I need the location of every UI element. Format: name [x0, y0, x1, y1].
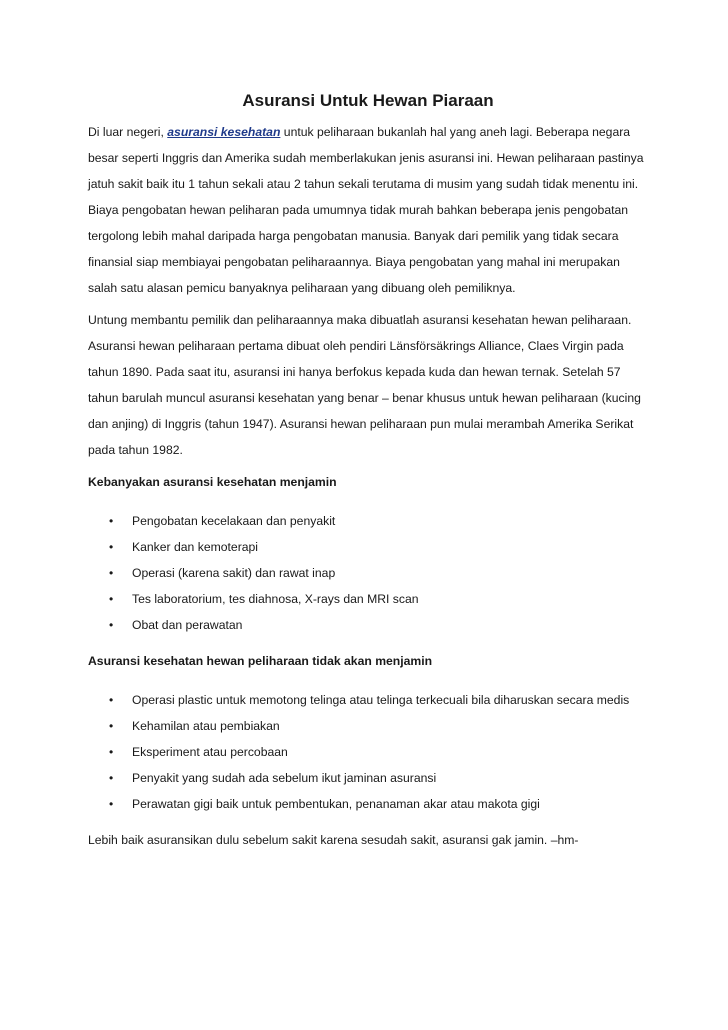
- covered-heading: Kebanyakan asuransi kesehatan menjamin: [88, 475, 337, 489]
- asuransi-kesehatan-link[interactable]: asuransi kesehatan: [167, 125, 281, 139]
- list-item: • Operasi plastic untuk memotong telinga atau telinga terkecuali bila diharuskan secara medis: [88, 687, 648, 713]
- list-item: • Operasi (karena sakit) dan rawat inap: [88, 560, 648, 586]
- bullet-icon: •: [109, 797, 114, 811]
- not-covered-heading: Asuransi kesehatan hewan peliharaan tidak akan menjamin: [88, 654, 433, 668]
- document-page: [88, 88, 648, 853]
- bullet-icon: •: [109, 566, 114, 580]
- document-title: Asuransi Untuk Hewan Piaraan: [242, 91, 494, 110]
- history-paragraph: Untung membantu pemilik dan peliharaannya maka dibuatlah asuransi kesehatan hewan peliharaan. Asuransi hewan peliharaan pertama dibuat oleh pendiri Länsförsäkrings Alliance, Claes Virgin pada tahun 1890. Pada saat itu, asuransi ini hanya berfokus kepada kuda dan hewan ternak. Setelah 57 tahun barulah muncul asuransi kesehatan yang benar – benar khusus untuk hewan peliharaan (kucing dan anjing) di Inggris (tahun 1947). Asuransi hewan peliharaan pun mulai merambah Amerika Serikat pada tahun 1982.: [88, 313, 641, 457]
- covered-list: [88, 508, 648, 638]
- list-item: • Pengobatan kecelakaan dan penyakit: [88, 508, 648, 534]
- not-covered-list: [88, 687, 648, 817]
- bullet-icon: •: [109, 592, 114, 606]
- list-item: • Kanker dan kemoterapi: [88, 534, 648, 560]
- bullet-icon: •: [109, 514, 114, 528]
- bullet-icon: •: [109, 719, 114, 733]
- list-item: • Penyakit yang sudah ada sebelum ikut jaminan asuransi: [88, 765, 648, 791]
- bullet-icon: •: [109, 771, 114, 785]
- list-item: • Obat dan perawatan: [88, 612, 648, 638]
- bullet-icon: •: [109, 693, 114, 707]
- bullet-icon: •: [109, 618, 114, 632]
- list-item: • Perawatan gigi baik untuk pembentukan, penanaman akar atau makota gigi: [88, 791, 648, 817]
- list-item: • Tes laboratorium, tes diahnosa, X-rays dan MRI scan: [88, 586, 648, 612]
- intro-text-rest: untuk peliharaan bukanlah hal yang aneh lagi. Beberapa negara besar seperti Inggris dan Amerika sudah memberlakukan jenis asuransi ini. Hewan peliharaan pastinya jatuh sakit baik itu 1 tahun sekali atau 2 tahun sekali terutama di musim yang sudah tidak menentu ini. Biaya pengobatan hewan peliharan pada umumnya tidak murah bahkan beberapa jenis pengobatan tergolong lebih mahal daripada harga pengobatan manusia. Banyak dari pemilik yang tidak secara finansial siap membiayai pengobatan peliharaannya. Biaya pengobatan yang mahal ini merupakan salah satu alasan pemicu banyaknya peliharaan yang dibuang oleh pemiliknya.: [88, 125, 644, 295]
- bullet-icon: •: [109, 540, 114, 554]
- closing-paragraph: Lebih baik asuransikan dulu sebelum sakit karena sesudah sakit, asuransi gak jamin. –hm-: [88, 833, 579, 847]
- bullet-icon: •: [109, 745, 114, 759]
- list-item: • Eksperiment atau percobaan: [88, 739, 648, 765]
- intro-paragraph: [88, 119, 648, 301]
- intro-text-start: Di luar negeri,: [88, 125, 168, 139]
- list-item: • Kehamilan atau pembiakan: [88, 713, 648, 739]
